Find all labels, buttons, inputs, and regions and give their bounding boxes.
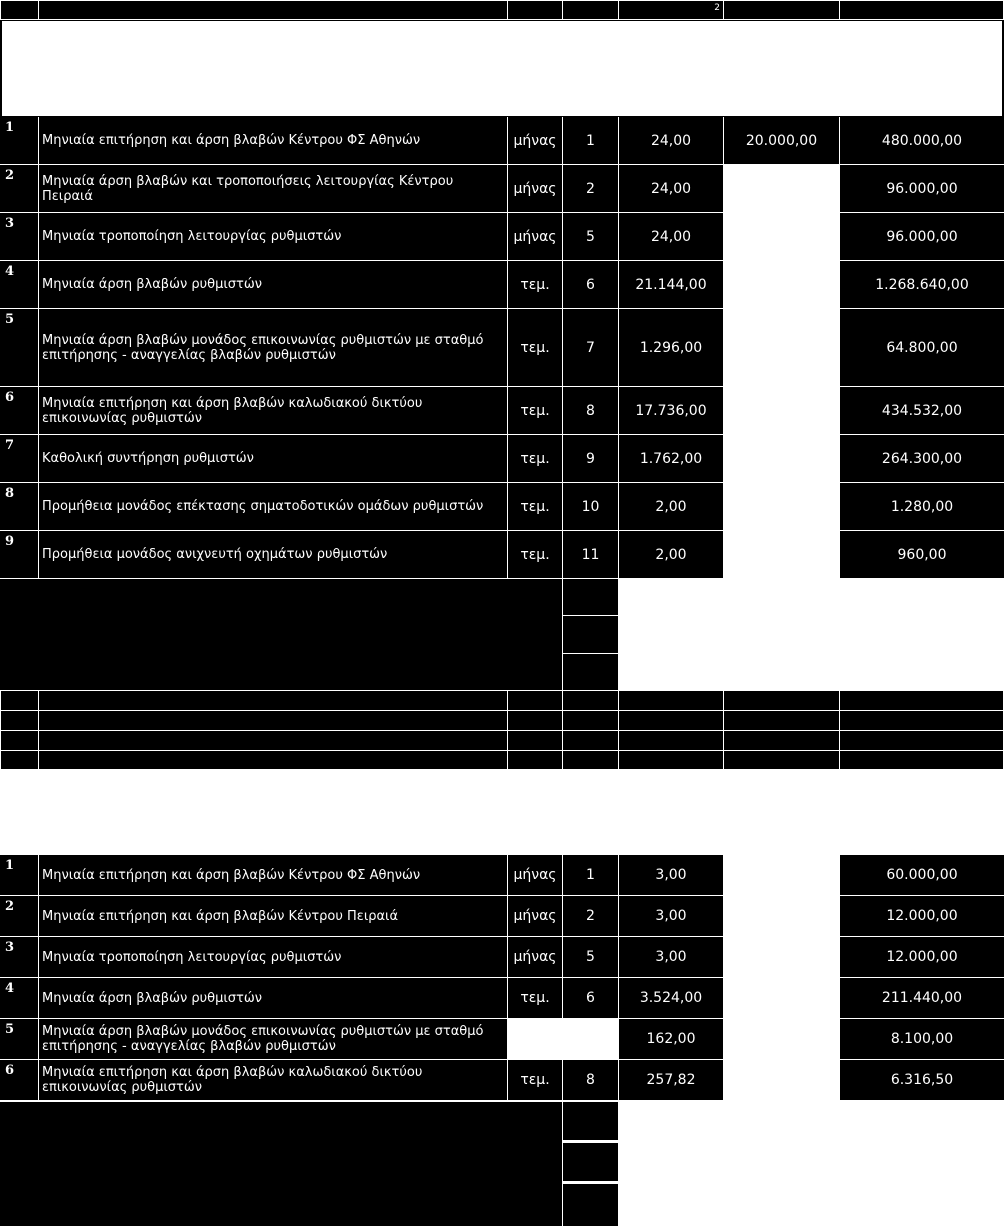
row-code: 6 bbox=[563, 261, 618, 308]
row-code: 11 bbox=[563, 531, 618, 578]
row-total: 434.532,00 bbox=[840, 387, 1004, 434]
header-strip bbox=[0, 0, 1004, 20]
row-code: 8 bbox=[563, 387, 618, 434]
row-total: 60.000,00 bbox=[840, 855, 1004, 895]
row-total: 264.300,00 bbox=[840, 435, 1004, 482]
row-quantity: 3,00 bbox=[619, 896, 723, 936]
row-total: 12.000,00 bbox=[840, 896, 1004, 936]
row-total: 12.000,00 bbox=[840, 937, 1004, 977]
row-number: 4 bbox=[0, 261, 38, 308]
table2-summary-cell bbox=[563, 1143, 618, 1181]
row-number: 1 bbox=[0, 117, 38, 164]
row-unit: μήνας bbox=[508, 213, 562, 260]
row-description: Μηνιαία επιτήρηση και άρση βλαβών Κέντρου ΦΣ Αθηνών bbox=[39, 855, 507, 895]
row-description: Μηνιαία άρση βλαβών ρυθμιστών bbox=[39, 261, 507, 308]
row-description: Μηνιαία τροποποίηση λειτουργίας ρυθμιστών bbox=[39, 937, 507, 977]
row-description: Μηνιαία άρση βλαβών μονάδος επικοινωνίας ρυθμιστών με σταθμό επιτήρησης - αναγγελίας βλαβών ρυθμιστών bbox=[39, 309, 507, 386]
row-quantity: 24,00 bbox=[619, 213, 723, 260]
row-code: 6 bbox=[563, 978, 618, 1018]
row-unit: τεμ. bbox=[508, 435, 562, 482]
row-code: 1 bbox=[563, 855, 618, 895]
row-number: 4 bbox=[0, 978, 38, 1018]
grid-vline bbox=[723, 690, 724, 770]
header-gridline bbox=[839, 0, 840, 20]
row-quantity: 24,00 bbox=[619, 117, 723, 164]
row-number: 2 bbox=[0, 165, 38, 212]
row-total: 1.268.640,00 bbox=[840, 261, 1004, 308]
row-number: 8 bbox=[0, 483, 38, 530]
row-unit-price: 20.000,00 bbox=[724, 117, 839, 164]
grid-vline bbox=[618, 690, 619, 770]
row-unit: μήνας bbox=[508, 896, 562, 936]
row-unit: τεμ. bbox=[508, 1060, 562, 1100]
row-code: 2 bbox=[563, 165, 618, 212]
row-code: 2 bbox=[563, 896, 618, 936]
row-description: Μηνιαία επιτήρηση και άρση βλαβών καλωδιακού δικτύου επικοινωνίας ρυθμιστών bbox=[39, 387, 507, 434]
row-code: 7 bbox=[563, 309, 618, 386]
row-total: 211.440,00 bbox=[840, 978, 1004, 1018]
row-code: 1 bbox=[563, 117, 618, 164]
grid-hline bbox=[0, 730, 1004, 731]
row-total: 6.316,50 bbox=[840, 1060, 1004, 1100]
row-number: 7 bbox=[0, 435, 38, 482]
row-quantity: 21.144,00 bbox=[619, 261, 723, 308]
row-number: 6 bbox=[0, 1060, 38, 1100]
table2-summary-label-block bbox=[0, 1102, 562, 1226]
row-code: 8 bbox=[563, 1060, 618, 1100]
grid-vline bbox=[38, 690, 39, 770]
row-unit: μήνας bbox=[508, 117, 562, 164]
row-number: 5 bbox=[0, 1019, 38, 1059]
row-total: 96.000,00 bbox=[840, 213, 1004, 260]
row-number: 2 bbox=[0, 896, 38, 936]
row-quantity: 2,00 bbox=[619, 531, 723, 578]
row-total: 960,00 bbox=[840, 531, 1004, 578]
row-total: 8.100,00 bbox=[840, 1019, 1004, 1059]
table2-summary-cell bbox=[563, 1184, 618, 1226]
row-quantity: 24,00 bbox=[619, 165, 723, 212]
grid-vline bbox=[507, 690, 508, 770]
table1-summary-cell bbox=[563, 579, 618, 615]
grid-vline bbox=[562, 690, 563, 770]
row-number: 3 bbox=[0, 213, 38, 260]
row-number: 6 bbox=[0, 387, 38, 434]
row-unit: μήνας bbox=[508, 937, 562, 977]
table2-summary-cell bbox=[563, 1102, 618, 1140]
title-band-light bbox=[2, 21, 1002, 116]
row-code: 9 bbox=[563, 435, 618, 482]
row-unit: τεμ. bbox=[508, 387, 562, 434]
row-quantity: 2,00 bbox=[619, 483, 723, 530]
row-quantity: 3.524,00 bbox=[619, 978, 723, 1018]
row-unit: τεμ. bbox=[508, 978, 562, 1018]
row-unit: τεμ. bbox=[508, 531, 562, 578]
row-quantity: 3,00 bbox=[619, 937, 723, 977]
row-description: Καθολική συντήρηση ρυθμιστών bbox=[39, 435, 507, 482]
row-unit: τεμ. bbox=[508, 261, 562, 308]
row-code: 5 bbox=[563, 937, 618, 977]
row-number: 9 bbox=[0, 531, 38, 578]
row-unit: μήνας bbox=[508, 165, 562, 212]
row-quantity: 162,00 bbox=[619, 1019, 723, 1059]
row-description: Μηνιαία τροποποίηση λειτουργίας ρυθμιστών bbox=[39, 213, 507, 260]
grid-vline bbox=[839, 690, 840, 770]
row-code: 5 bbox=[563, 213, 618, 260]
row-quantity: 257,82 bbox=[619, 1060, 723, 1100]
row-total: 480.000,00 bbox=[840, 117, 1004, 164]
header-gridline bbox=[38, 0, 39, 20]
row-number: 3 bbox=[0, 937, 38, 977]
row-description: Προμήθεια μονάδος ανιχνευτή οχημάτων ρυθμιστών bbox=[39, 531, 507, 578]
row-description: Μηνιαία άρση βλαβών και τροποποιήσεις λειτουργίας Κέντρου Πειραιά bbox=[39, 165, 507, 212]
page-marker: 2 bbox=[714, 3, 720, 13]
table1-summary-label-block bbox=[0, 579, 562, 690]
table1-summary-cell bbox=[563, 616, 618, 653]
row-description: Προμήθεια μονάδος επέκτασης σηματοδοτικών ομάδων ρυθμιστών bbox=[39, 483, 507, 530]
row-total: 1.280,00 bbox=[840, 483, 1004, 530]
header-gridline bbox=[562, 0, 563, 20]
row-description: Μηνιαία επιτήρηση και άρση βλαβών Κέντρου Πειραιά bbox=[39, 896, 507, 936]
row-total: 64.800,00 bbox=[840, 309, 1004, 386]
table1-summary-cell bbox=[563, 654, 618, 690]
header-gridline bbox=[723, 0, 724, 20]
row-description: Μηνιαία άρση βλαβών μονάδος επικοινωνίας ρυθμιστών με σταθμό επιτήρησης - αναγγελίας βλαβών ρυθμιστών bbox=[39, 1019, 507, 1059]
row-unit: τεμ. bbox=[508, 309, 562, 386]
row-number: 1 bbox=[0, 855, 38, 895]
header-gridline bbox=[618, 0, 619, 20]
grid-hline bbox=[0, 750, 1004, 751]
row-code: 10 bbox=[563, 483, 618, 530]
row-unit: μήνας bbox=[508, 855, 562, 895]
row-quantity: 1.762,00 bbox=[619, 435, 723, 482]
row-description: Μηνιαία επιτήρηση και άρση βλαβών Κέντρου ΦΣ Αθηνών bbox=[39, 117, 507, 164]
row-quantity: 3,00 bbox=[619, 855, 723, 895]
row-quantity: 1.296,00 bbox=[619, 309, 723, 386]
grid-hline bbox=[0, 710, 1004, 711]
row-description: Μηνιαία επιτήρηση και άρση βλαβών καλωδιακού δικτύου επικοινωνίας ρυθμιστών bbox=[39, 1060, 507, 1100]
row-total: 96.000,00 bbox=[840, 165, 1004, 212]
row-quantity: 17.736,00 bbox=[619, 387, 723, 434]
header-gridline bbox=[507, 0, 508, 20]
row-number: 5 bbox=[0, 309, 38, 386]
row-unit: τεμ. bbox=[508, 483, 562, 530]
row-description: Μηνιαία άρση βλαβών ρυθμιστών bbox=[39, 978, 507, 1018]
